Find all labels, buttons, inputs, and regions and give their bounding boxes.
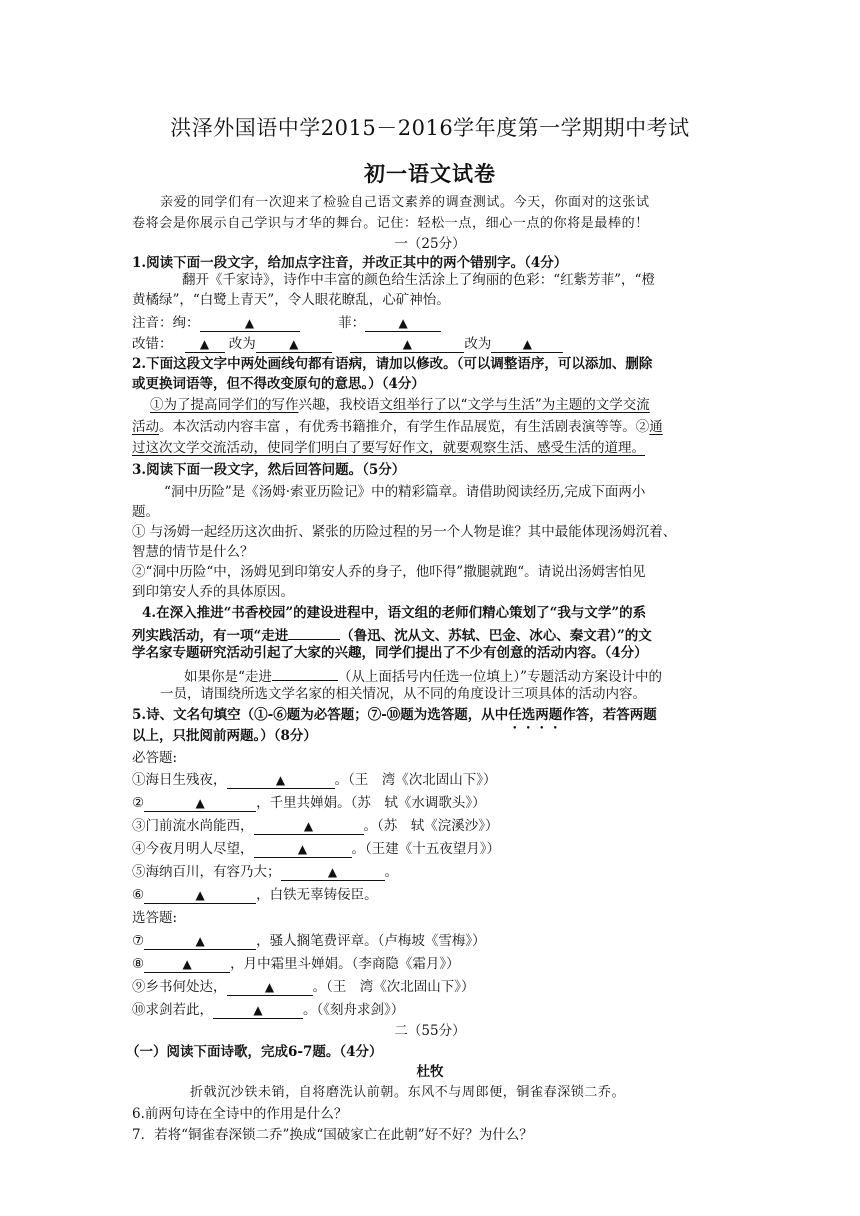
answer-marker: ▲ — [182, 957, 192, 971]
answer-blank[interactable] — [491, 336, 563, 353]
answer-blank[interactable] — [185, 336, 225, 353]
q4-prompt-line-3: 学名家专题研究活动引起了大家的兴趣，同学们提出了不少有创意的活动内容。（4分） — [132, 645, 648, 661]
item-text: ⑦ — [132, 933, 145, 949]
item-text: ③门前流水尚能西， — [132, 818, 254, 834]
answer-marker: ▲ — [289, 337, 299, 351]
answer-blank[interactable] — [213, 1002, 303, 1019]
fill-item-2 — [132, 793, 486, 813]
q1-passage-line-1: 翻开《千家诗》，诗作中丰富的颜色给生活涂上了绚丽的色彩：“红紫芳菲”，“橙 — [182, 272, 655, 288]
answer-marker: ▲ — [297, 842, 308, 856]
answer-marker: ▲ — [522, 337, 532, 351]
answer-marker: ▲ — [253, 1003, 263, 1017]
q2-passage-line-2 — [132, 417, 663, 437]
item-text: ② — [132, 795, 145, 811]
intro-line-1: 亲爱的同学们有一次迎来了检验自己语文素养的调查测试。今天，你面对的这张试 — [160, 195, 650, 210]
q3-line-2: 题。 — [132, 504, 159, 520]
answer-marker: ▲ — [275, 773, 286, 787]
q3-prompt: 3.阅读下面一段文字，然后回答问题。（5分） — [132, 462, 406, 478]
body-text: （从上面括号内任选一位填上）”专题活动方案设计中的 — [337, 669, 663, 685]
q1-pinyin-row — [132, 313, 441, 333]
underlined-sentence-1b: 文组举行了以“文学与生活”为主题的文学交流 — [379, 397, 650, 413]
item-text: ④今夜月明人尽望， — [132, 841, 254, 857]
poem-prompt: （一）阅读下面诗歌，完成6-7题。（4分） — [126, 1044, 383, 1060]
item-text: 。（王 湾《次北固山下》） — [334, 772, 497, 788]
prompt-text: 列实践活动，有一项“走进 — [132, 628, 289, 644]
answer-blank[interactable] — [254, 841, 352, 858]
fix-label: 改错： — [132, 336, 173, 352]
section-heading-1: 一（25分） — [394, 236, 466, 252]
answer-marker: ▲ — [195, 796, 205, 810]
answer-blank[interactable] — [281, 864, 385, 881]
page-title: 洪泽外国语中学2015－2016学年度第一学期期中考试 — [170, 116, 690, 140]
q2-passage-line-3: 过这次文学交流活动，使同学们明白了要写好作文，就要观察生活、感受生活的道理。 — [132, 440, 645, 456]
answer-marker: ▲ — [327, 865, 338, 879]
item-text: ，月中霜里斗婵娟。（李商隐《霜月》） — [230, 956, 460, 972]
underlined-sentence-2: 通 — [649, 419, 663, 435]
answer-marker: ▲ — [303, 819, 314, 833]
item-text: ，骚人搁笔费评章。（卢梅坡《雪梅》） — [256, 933, 486, 949]
q3-line-4: 智慧的情节是什么？ — [132, 544, 254, 560]
answer-blank[interactable] — [288, 623, 340, 640]
answer-blank[interactable] — [200, 315, 300, 332]
item-text: ，白铁无辜铸佞臣。 — [256, 887, 378, 903]
item-text: 。 — [384, 864, 398, 880]
fill-item-7 — [132, 931, 486, 951]
fill-item-4 — [132, 839, 500, 859]
item-text: ⑩求剑若此， — [132, 1002, 213, 1018]
item-text: ①海日生残夜， — [132, 772, 227, 788]
q1-prompt: 1.阅读下面一段文字，给加点字注音，并改正其中的两个错别字。（4分） — [132, 255, 568, 271]
emphasized-text: 任选两题 — [508, 707, 563, 723]
q3-line-6: 到印第安人乔的具体原因。 — [132, 584, 294, 600]
q3-line-1: “洞中历险”是《汤姆·索亚历险记》中的精彩篇章。请借助阅读经历,完成下面两小 — [164, 484, 646, 500]
item-text: ⑥ — [132, 887, 145, 903]
required-label: 必答题: — [132, 750, 178, 766]
answer-blank[interactable] — [144, 887, 256, 904]
answer-marker: ▲ — [199, 337, 210, 351]
q2-prompt-line-1: 2.下面这段文字中两处画线句都有语病，请加以修改。（可以调整语序，可以添加、删除 — [132, 356, 653, 372]
answer-marker: ▲ — [195, 934, 205, 948]
answer-marker: ▲ — [264, 980, 275, 994]
passage-text: 。本次活动内容丰富 ，有优秀书籍推介，有学生作品展览，有生活剧表演等等。② — [159, 419, 650, 435]
fill-item-6 — [132, 885, 378, 905]
passage-text: 兴趣，我校语 — [298, 397, 380, 413]
q2-passage-line-1 — [150, 395, 650, 415]
fill-item-3 — [132, 816, 499, 836]
answer-blank[interactable] — [254, 818, 364, 835]
section-heading-2: 二（55分） — [394, 1023, 466, 1039]
q7-text: 7．若将“铜雀春深锁二乔”换成“国破家亡在此朝”好不好？为什么？ — [132, 1127, 533, 1143]
answer-blank[interactable] — [144, 956, 230, 973]
answer-blank[interactable] — [256, 336, 332, 353]
q5-prompt-line-1: 5.诗、文名句填空（①-⑥题为必答题；⑦-⑩题为选答题，从中任选两题作答，若答两题 — [132, 707, 657, 723]
fill-item-10 — [132, 1000, 404, 1020]
q5-prompt-line-2: 以上，只批阅前两题。）（8分） — [132, 728, 317, 744]
q2-prompt-line-2: 或更换词语等，但不得改变原句的意思。）（4分） — [132, 376, 425, 392]
body-text: 如果你是“走进 — [184, 669, 272, 685]
poem-author: 杜牧 — [416, 1064, 444, 1080]
item-text: ⑤海纳百川，有容乃大； — [132, 864, 281, 880]
item-text: ，千里共婵娟。（苏 轼《水调歌头》） — [256, 795, 486, 811]
answer-marker: ▲ — [398, 316, 408, 330]
fill-item-8 — [132, 954, 460, 974]
answer-blank[interactable] — [365, 315, 441, 332]
item-text: ⑧ — [132, 956, 145, 972]
item-text: 。（王 湾《次北固山下》） — [312, 979, 475, 995]
q4-body-line-2: 一员，请围绕所选文学名家的相关情况，从不同的角度设计三项具体的活动内容。 — [160, 686, 646, 702]
q3-line-3: ① 与汤姆一起经历这次曲折、紧张的历险过程的另一个人物是谁？其中最能体现汤姆沉着、 — [132, 524, 677, 540]
pinyin-label-xuan: 注音：绚： — [132, 315, 200, 331]
underlined-sentence-1c: 活动 — [132, 419, 159, 435]
optional-label: 选答题: — [132, 910, 178, 926]
answer-blank[interactable] — [144, 933, 256, 950]
answer-marker: ▲ — [195, 888, 205, 902]
fix-change-label: 改为 — [228, 336, 256, 352]
underlined-sentence-1: ①为了提高同学们的写作 — [150, 397, 299, 413]
q3-line-5: ②“洞中历险“中，汤姆见到印第安人乔的身子，他吓得”撒腿就跑“。请说出汤姆害怕见 — [132, 564, 646, 580]
fill-item-5 — [132, 862, 398, 882]
item-text: 。（苏 轼《浣溪沙》） — [363, 818, 499, 834]
item-text: 。（王建《十五夜望月》） — [351, 841, 500, 857]
answer-marker: ▲ — [244, 316, 255, 330]
fix-change-label-2: 改为 — [464, 336, 492, 352]
page-subtitle: 初一语文试卷 — [364, 161, 496, 186]
answer-blank[interactable] — [144, 795, 256, 812]
q6-text: 6.前两句诗在全诗中的作用是什么？ — [132, 1106, 348, 1122]
fill-item-9 — [132, 977, 475, 997]
answer-blank[interactable] — [272, 664, 338, 681]
item-text: 。（《刻舟求剑》） — [303, 1002, 405, 1018]
poem-text: 折戟沉沙铁未销，自将磨洗认前朝。东风不与周郎便，铜雀春深锁二乔。 — [190, 1085, 626, 1100]
answer-blank[interactable] — [227, 979, 313, 996]
answer-blank[interactable] — [227, 772, 335, 789]
pinyin-label-fei: 菲： — [338, 315, 366, 331]
prompt-text: （鲁迅、沈从文、苏轼、巴金、冰心、秦文君）”的文 — [340, 628, 652, 644]
item-text: ⑨乡书何处达， — [132, 979, 227, 995]
q4-prompt-line-1: 4.在深入推进“书香校园”的建设进程中，语文组的老师们精心策划了“我与文学”的系 — [142, 605, 647, 621]
intro-line-2: 卷将会是你展示自己学识与才华的舞台。记住：轻松一点，细心一点的你将是最棒的！ — [132, 216, 649, 231]
answer-marker: ▲ — [402, 337, 412, 351]
q1-passage-line-2: 黄橘绿”，“白鹭上青天”，令人眼花瞭乱，心矿神怡。 — [132, 292, 450, 308]
fill-item-1 — [132, 770, 497, 790]
answer-blank[interactable] — [350, 336, 464, 353]
q1-fix-row — [132, 334, 563, 354]
